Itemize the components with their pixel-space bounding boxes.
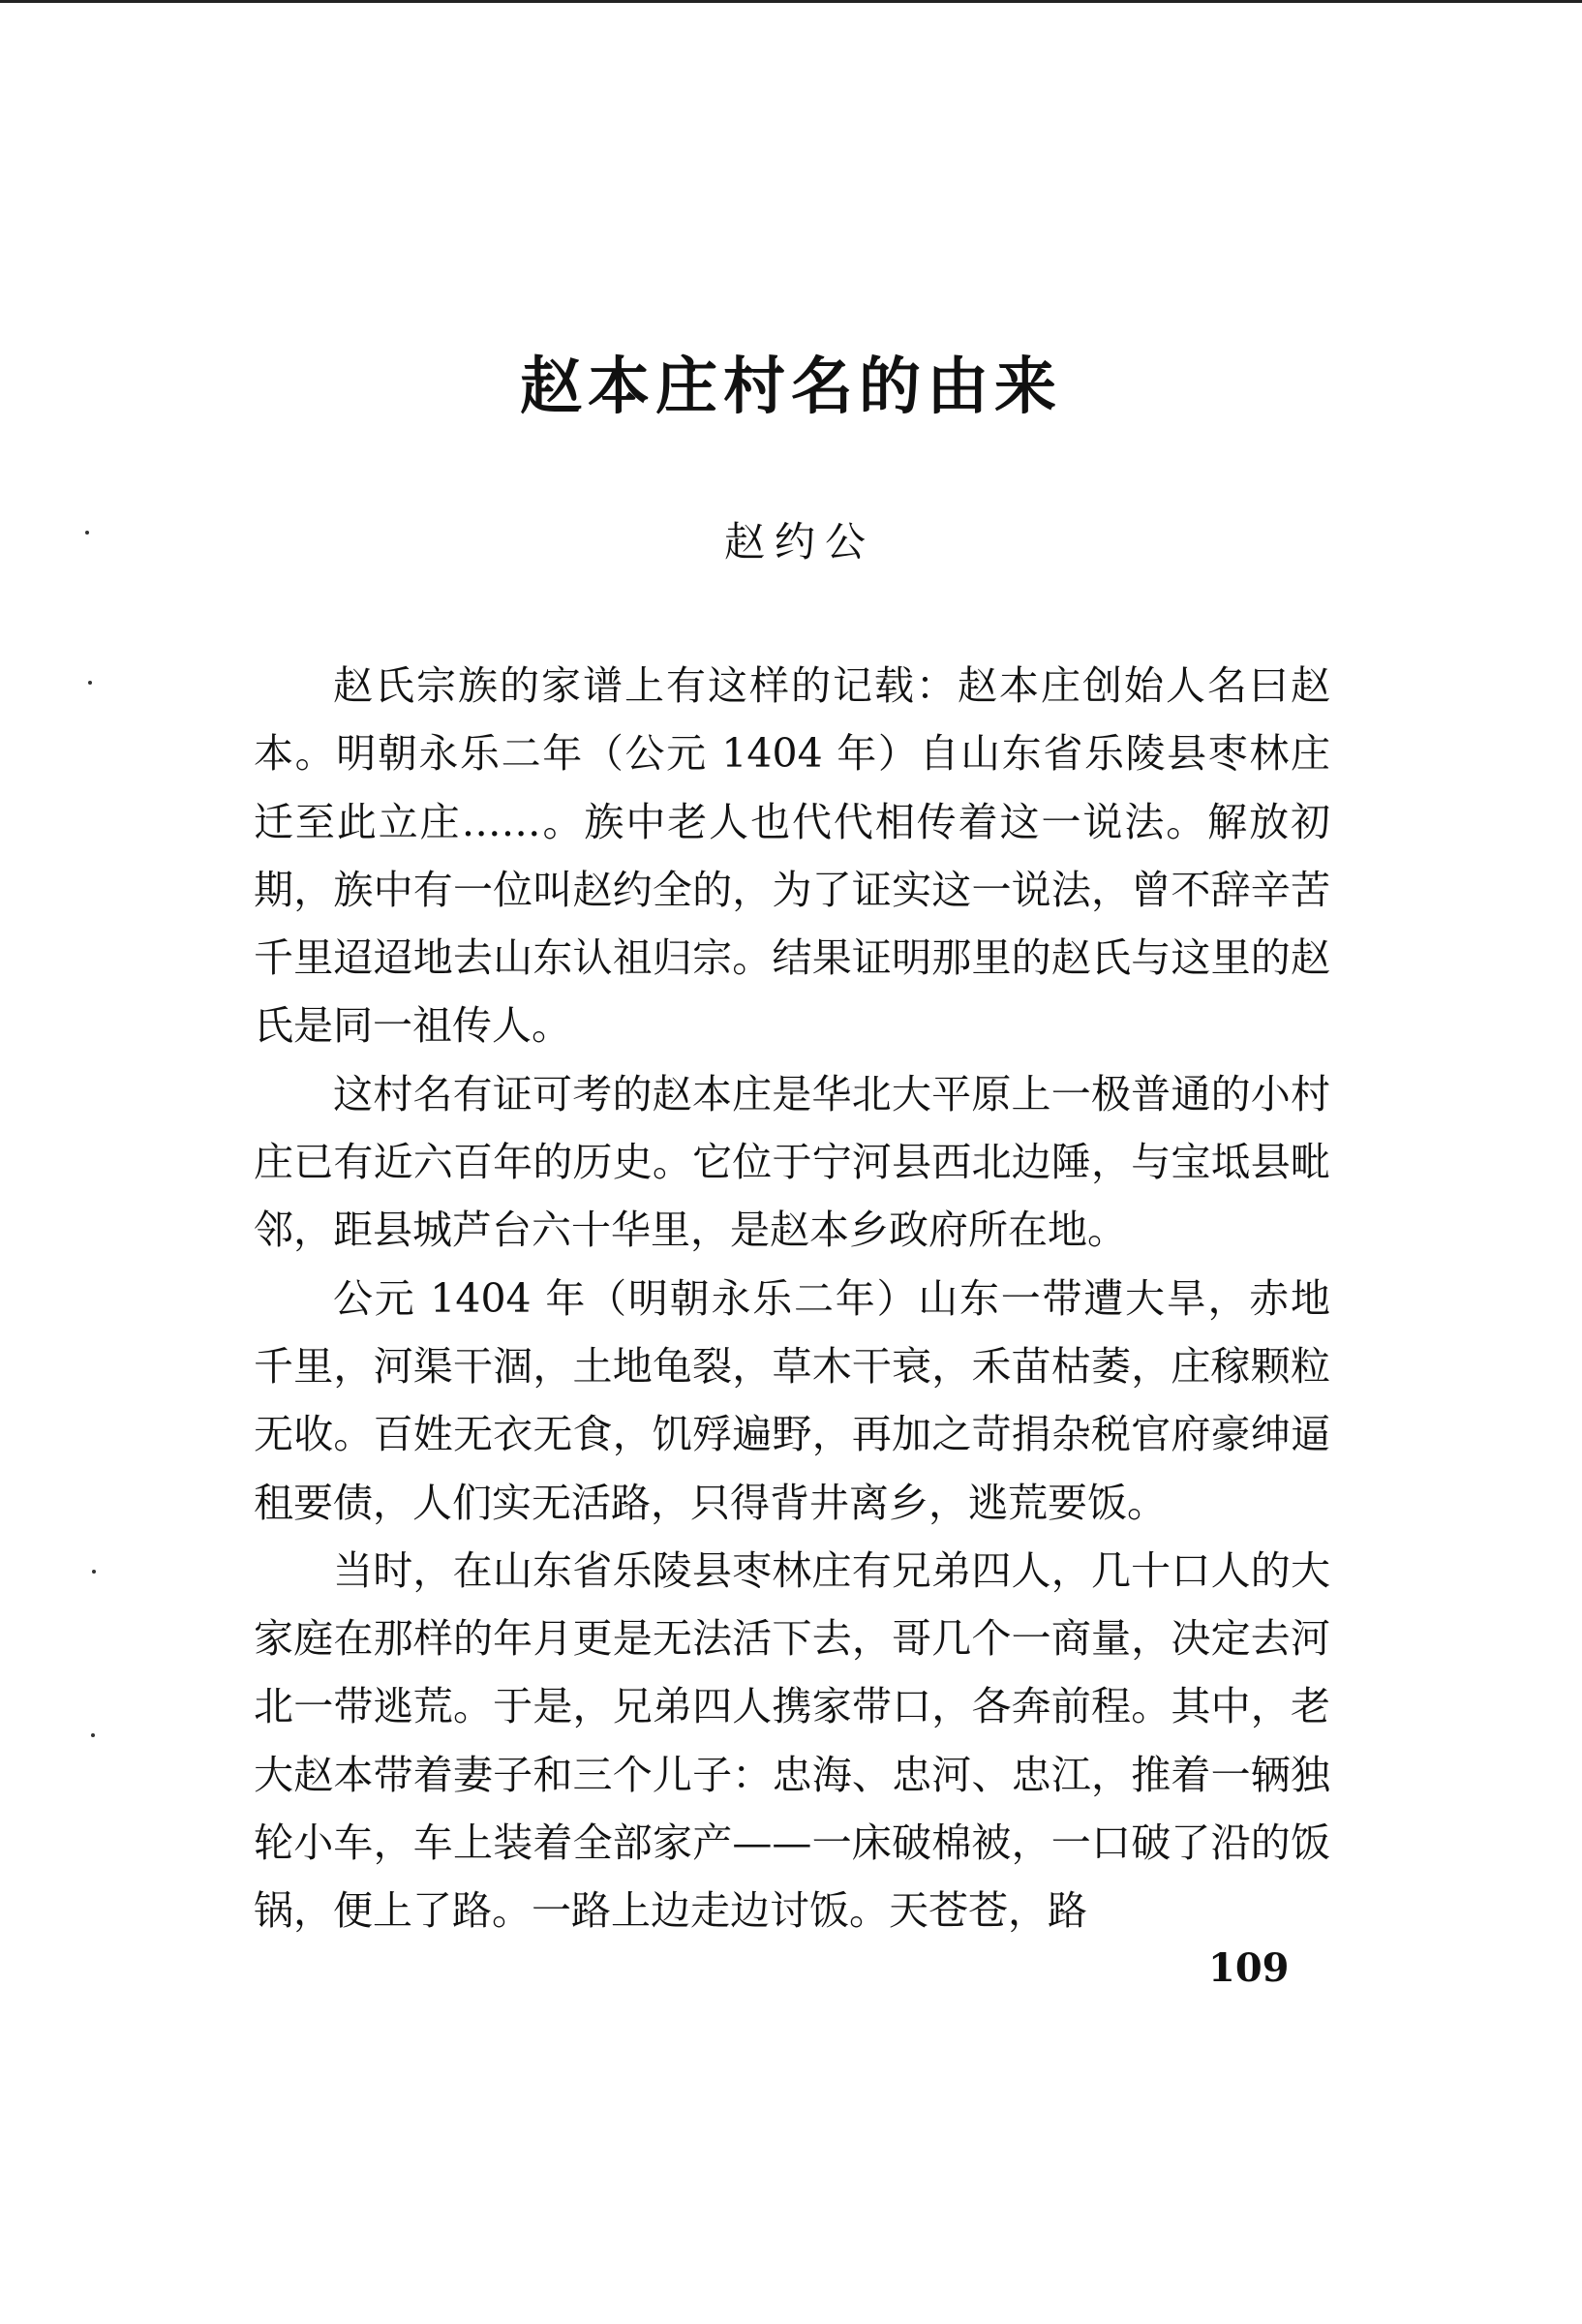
article-author: 赵约公 (723, 518, 875, 566)
paragraph: 当时，在山东省乐陵县枣林庄有兄弟四人，几十口人的大家庭在那样的年月更是无法活下去，哥几个一商量，决定去河北一带逃荒。于是，兄弟四人携家带口，各奔前程。其中，老大赵本带着妻子和三个儿子：忠海、忠河、忠江，推着一辆独轮小车，车上装着全部家产——一床破棉被，一口破了沿的饭锅，便上了路。一路上边走边讨饭。天苍苍，路 (254, 1546, 1330, 1935)
article-title: 赵本庄村名的由来 (520, 351, 1062, 423)
top-border-line (0, 0, 1582, 3)
scan-speck (88, 681, 92, 685)
scan-speck (91, 1733, 95, 1737)
paragraph: 公元 1404 年（明朝永乐二年）山东一带遭大旱，赤地千里，河渠干涸，土地龟裂，草木干衰，禾苗枯萎，庄稼颗粒无收。百姓无衣无食，饥殍遍野，再加之苛捐杂税官府豪绅逼租要债，人们实无活路，只得背井离乡，逃荒要饭。 (254, 1274, 1330, 1526)
article-body (254, 652, 1330, 1945)
paragraph: 赵氏宗族的家谱上有这样的记载：赵本庄创始人名曰赵本。明朝永乐二年（公元 1404 年）自山东省乐陵县枣林庄迁至此立庄……。族中老人也代代相传着这一说法。解放初期，族中有一位叫赵约全的，为了证实这一说法，曾不辞辛苦千里迢迢地去山东认祖归宗。结果证明那里的赵氏与这里的赵氏是同一祖传人。 (254, 662, 1330, 1050)
paragraph: 这村名有证可考的赵本庄是华北大平原上一极普通的小村庄已有近六百年的历史。它位于宁河县西北边陲，与宝坻县毗邻，距县城芦台六十华里，是赵本乡政府所在地。 (254, 1070, 1330, 1254)
page-number: 109 (1208, 1945, 1290, 1991)
scan-speck (92, 1570, 96, 1574)
